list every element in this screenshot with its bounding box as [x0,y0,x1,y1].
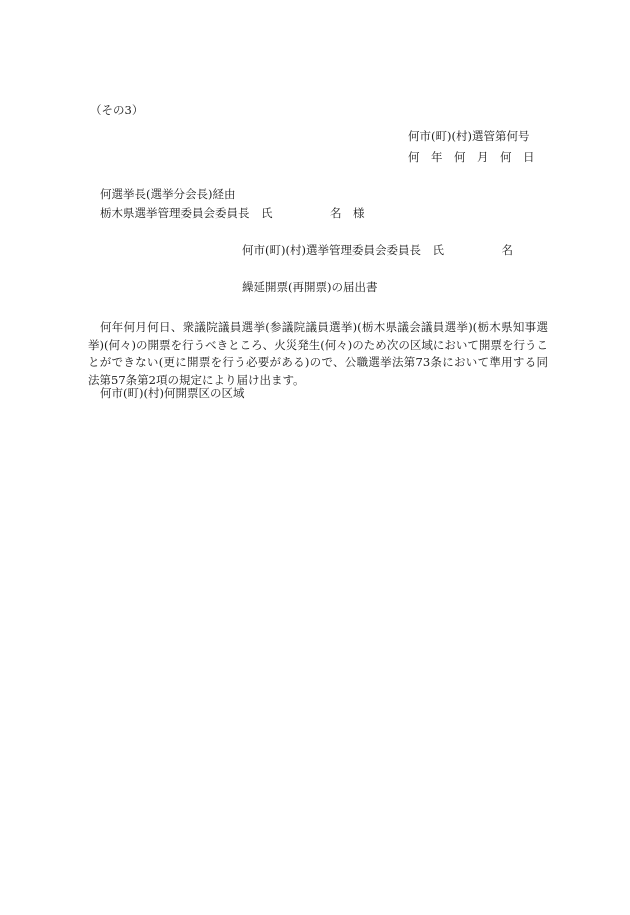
section-number: （その3） [90,103,144,117]
recipient-line: 栃木県選挙管理委員会委員長 氏 名 様 [100,206,365,220]
document-title: 繰延開票(再開票)の届出書 [242,280,378,294]
area-line: 何市(町)(村)何開票区の区域 [100,386,245,400]
sender-line: 何市(町)(村)選挙管理委員会委員長 氏 名 [242,243,513,257]
document-number: 何市(町)(村)選管第何号 [408,129,530,143]
via-line: 何選挙長(選挙分会長)経由 [100,187,236,201]
document-date: 何 年 何 月 何 日 [408,150,535,164]
body-paragraph: 何年何月何日、衆議院議員選挙(参議院議員選挙)(栃木県議会議員選挙)(栃木県知事選挙)(何々)の開票を行うべきところ、火災発生(何々)のため次の区域において開票を行うことができない(更に開票を行う必要がある)ので、公職選挙法第73条において準用する同法第57条第2項の規定により届け出ます。 [88,320,548,387]
